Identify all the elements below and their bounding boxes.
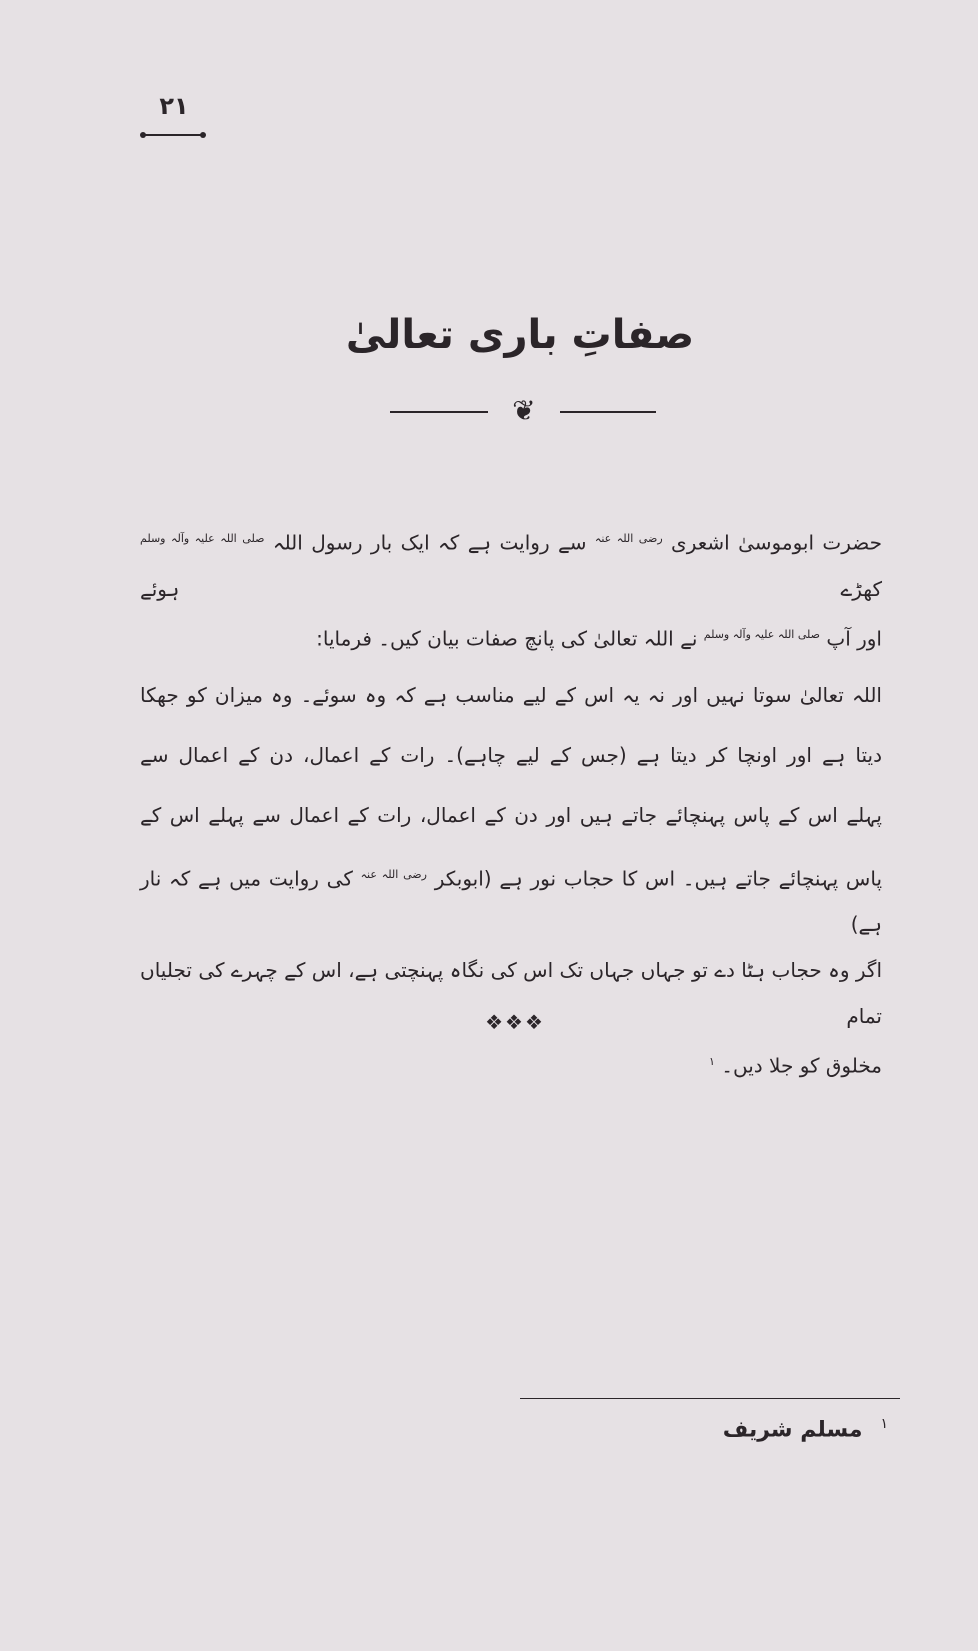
honorific: رضی اللہ عنہ bbox=[594, 532, 663, 545]
text-line: دیتا ہے اور اونچا کر دیتا ہے (جس کے لیے چاہے)۔ رات کے اعمال، دن کے اعمال سے bbox=[140, 742, 882, 767]
footnote-rule bbox=[520, 1398, 900, 1399]
page-number-underline bbox=[142, 134, 204, 136]
footnote-reference: ۱ bbox=[708, 1055, 715, 1069]
text-line: پہلے اس کے پاس پہنچائے جاتے ہیں اور دن کے اعمال، رات کے اعمال سے پہلے اس کے bbox=[140, 802, 882, 827]
footnote bbox=[723, 1416, 888, 1442]
footnote-marker: ۱ bbox=[880, 1416, 888, 1432]
text: کھڑے ہوئے bbox=[140, 576, 882, 601]
section-separator: ❖❖❖ bbox=[485, 1010, 545, 1034]
text-line bbox=[140, 852, 882, 948]
text: حضرت ابوموسیٰ اشعری bbox=[671, 530, 882, 555]
text: مخلوق کو جلا دیں۔ bbox=[721, 1053, 882, 1078]
chapter-title: صفاتِ باری تعالیٰ bbox=[345, 312, 695, 358]
text: کی روایت میں ہے کہ نار ہے) bbox=[140, 866, 882, 937]
text-line: اللہ تعالیٰ سوتا نہیں اور نہ یہ اس کے لیے مناسب ہے کہ وہ سوئے۔ وہ میزان کو جھکا bbox=[140, 682, 882, 707]
honorific: رضی اللہ عنہ bbox=[360, 867, 427, 881]
text-line bbox=[140, 612, 882, 672]
page-number: ۲۱ bbox=[159, 92, 189, 120]
honorific: صلی اللہ علیہ وآلہ وسلم bbox=[703, 627, 821, 641]
footnote-text: مسلم شریف bbox=[722, 1417, 863, 1443]
text: نے اللہ تعالیٰ کی پانچ صفات بیان کیں۔ فرمایا: bbox=[316, 626, 698, 651]
leaf-ornament-icon: ❦ bbox=[488, 394, 560, 428]
text: سے روایت ہے کہ ایک بار رسول اللہ bbox=[272, 530, 587, 555]
text: پاس پہنچائے جاتے ہیں۔ اس کا حجاب نور ہے (ابوبکر bbox=[434, 866, 883, 891]
text-line bbox=[140, 1039, 882, 1099]
honorific: صلی اللہ علیہ وآلہ وسلم bbox=[140, 532, 265, 545]
text: اور آپ bbox=[826, 626, 882, 651]
text-line: اگر وہ حجاب ہٹا دے تو جہاں جہاں تک اس کی نگاہ پہنچتی ہے، اس کے چہرے کی تجلیاں تمام bbox=[140, 958, 882, 1029]
text-line bbox=[140, 516, 882, 612]
